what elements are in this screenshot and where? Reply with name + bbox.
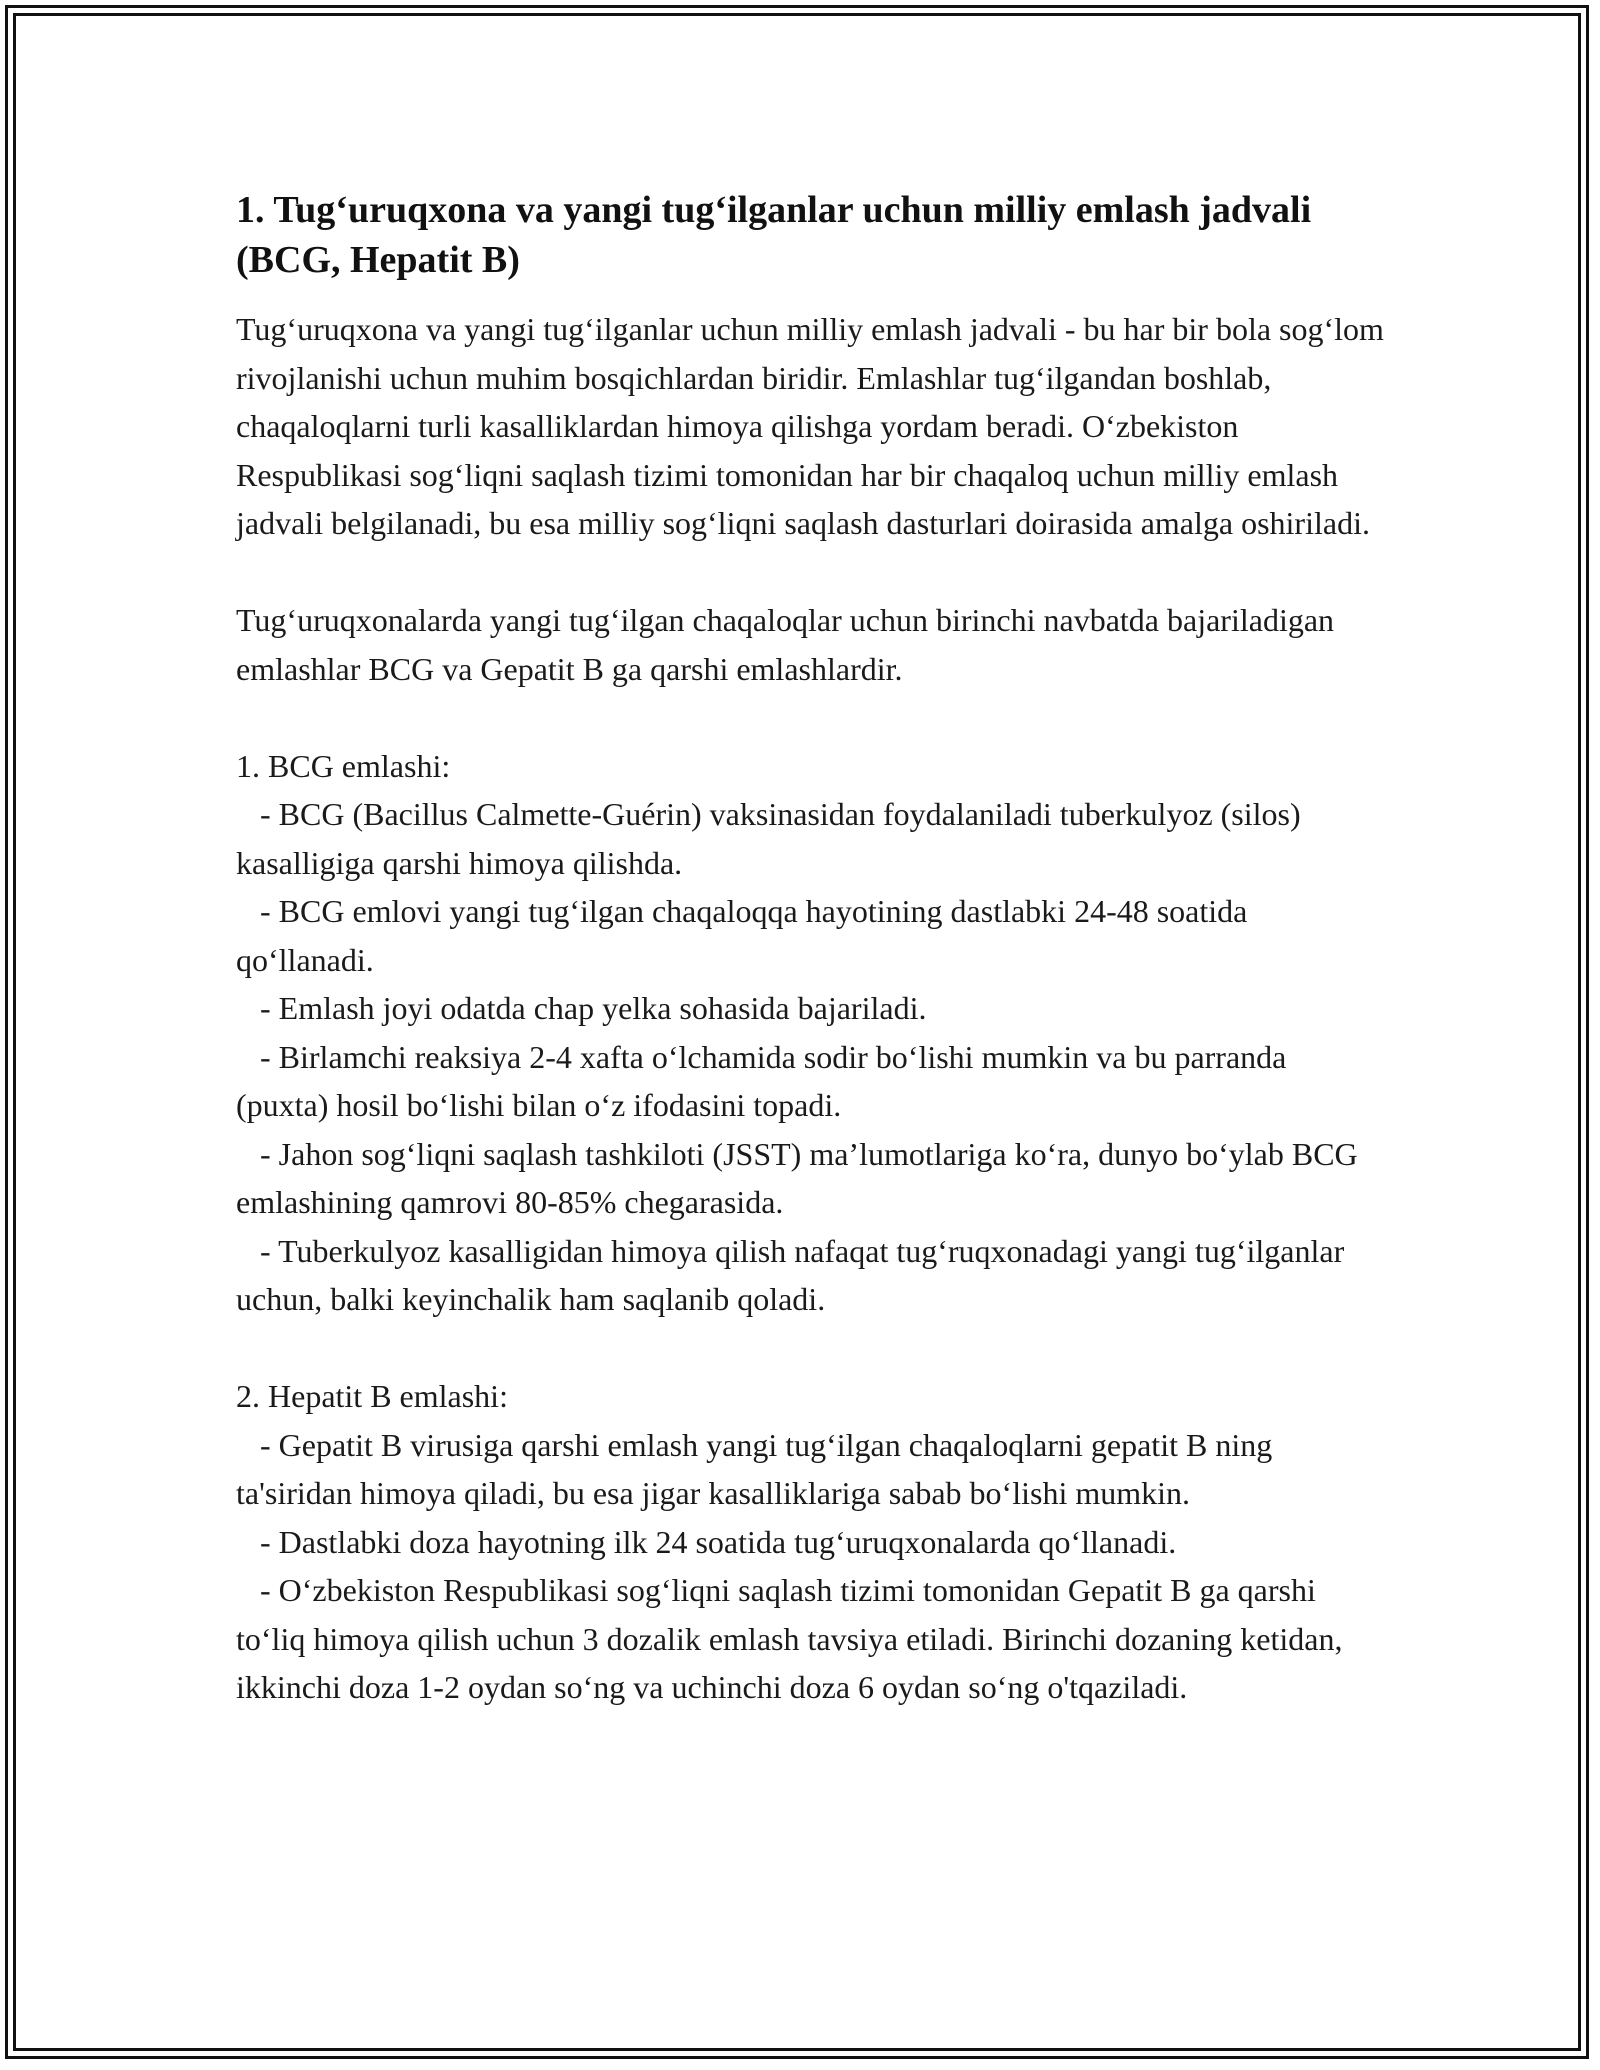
paragraph-gap: [236, 693, 1386, 742]
hepatitis-b-list-item: - Gepatit B virusiga qarshi emlash yangi tug‘ilgan chaqaloqlarni gepatit B ning ta'siridan himoya qiladi, bu esa jigar kasalliklariga sabab bo‘lishi mumkin.: [236, 1426, 1281, 1511]
bcg-list-item: - Jahon sog‘liqni saqlash tashkiloti (JSST) ma’lumotlariga ko‘ra, dunyo bo‘ylab BCG emlashining qamrovi 80-85% chegarasida.: [236, 1135, 1366, 1220]
bcg-list-item: - BCG emlovi yangi tug‘ilgan chaqaloqqa hayotining dastlabki 24-48 soatida qo‘llanadi.: [236, 893, 1256, 978]
hepatitis-b-list-item: - Dastlabki doza hayotning ilk 24 soatida tug‘uruqxonalarda qo‘llanadi.: [236, 1523, 1177, 1560]
hepatitis-b-list-item: - O‘zbekiston Respublikasi sog‘liqni saqlash tizimi tomonidan Gepatit B ga qarshi to‘liq himoya qilish uchun 3 dozalik emlash tavsiya etiladi. Birinchi dozaning ketidan, ikkinchi doza 1-2 oydan so‘ng va uchinchi doza 6 oydan so‘ng o'tqaziladi.: [236, 1572, 1351, 1705]
hepatitis-b-section: [236, 1372, 1386, 1712]
hepatitis-b-section-title: 2. Hepatit B emlashi:: [236, 1378, 508, 1414]
bcg-section-title: 1. BCG emlashi:: [236, 747, 451, 784]
bcg-list-item: - Tuberkulyoz kasalligidan himoya qilish nafaqat tug‘ruqxonadagi yangi tug‘ilganlar uchun, balki keyinchalik ham saqlanib qoladi.: [236, 1232, 1353, 1317]
paragraph-gap: [236, 1324, 1386, 1373]
document-body: [236, 185, 1392, 1712]
bcg-section: [236, 742, 1386, 1324]
paragraph-gap: [236, 548, 1386, 597]
bcg-list-item: - BCG (Bacillus Calmette-Guérin) vaksinasidan foydalaniladi tuberkulyoz (silos) kasalligiga qarshi himoya qilishda.: [236, 796, 1309, 881]
bcg-list-item: - Birlamchi reaksiya 2-4 xafta o‘lchamida sodir bo‘lishi mumkin va bu parranda (puxta) hosil bo‘lishi bilan o‘z ifodasini topadi.: [236, 1038, 1295, 1123]
overview-paragraph: Tug‘uruqxonalarda yangi tug‘ilgan chaqaloqlar uchun birinchi navbatda bajariladigan emlashlar BCG va Gepatit B ga qarshi emlashlardir.: [236, 602, 1343, 687]
bcg-list-item: - Emlash joyi odatda chap yelka sohasida bajariladi.: [236, 990, 927, 1026]
document-heading: 1. Tug‘uruqxona va yangi tug‘ilganlar uchun milliy emlash jadvali (BCG, Hepatit B): [236, 189, 1312, 281]
intro-paragraph: Tug‘uruqxona va yangi tug‘ilganlar uchun milliy emlash jadvali - bu har bir bola sog‘lom rivojlanishi uchun muhim bosqichlardan biridir. Emlashlar tug‘ilgandan boshlab, chaqaloqlarni turli kasalliklardan himoya qilishga yordam beradi. O‘zbekiston Respublikasi sog‘liqni saqlash tizimi tomonidan har bir chaqaloq uchun milliy emlash jadvali belgilanadi, bu esa milliy sog‘liqni saqlash dasturlari doirasida amalga oshiriladi.: [236, 311, 1392, 541]
